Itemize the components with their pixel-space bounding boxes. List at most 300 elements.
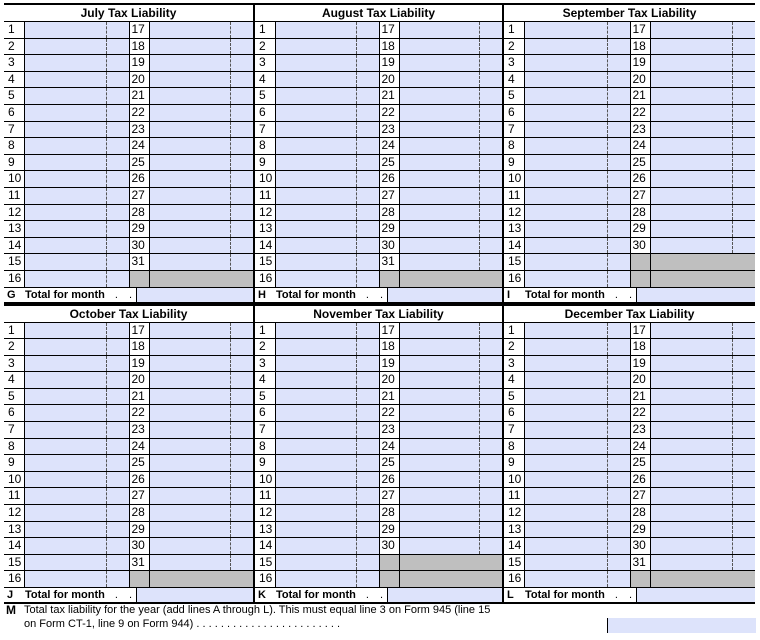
day-amount-field[interactable] — [399, 122, 503, 138]
day-number: 27 — [379, 188, 399, 204]
day-amount-field[interactable] — [275, 188, 379, 204]
day-amount-field[interactable] — [524, 254, 630, 270]
day-number: 24 — [379, 138, 399, 154]
day-amount-field[interactable] — [524, 488, 630, 504]
day-amount-field[interactable] — [24, 389, 129, 405]
day-amount-field[interactable] — [524, 389, 630, 405]
day-number: 18 — [379, 39, 399, 55]
line-m-amount-field[interactable] — [607, 618, 756, 633]
day-amount-field[interactable] — [149, 188, 254, 204]
day-row — [255, 422, 502, 439]
day-number: 9 — [8, 154, 15, 169]
day-row — [504, 488, 755, 505]
day-amount-field[interactable] — [149, 39, 254, 55]
day-number: 12 — [8, 505, 22, 520]
day-amount-field[interactable] — [24, 472, 129, 488]
day-amount-field[interactable] — [24, 488, 129, 504]
day-row — [255, 39, 502, 56]
day-row — [504, 205, 755, 222]
day-number: 23 — [129, 422, 149, 438]
day-amount-field[interactable] — [650, 39, 756, 55]
day-amount-field[interactable] — [399, 389, 503, 405]
day-row — [504, 22, 755, 39]
day-number: 2 — [8, 339, 15, 354]
day-number: 22 — [379, 405, 399, 421]
day-number: 27 — [630, 188, 650, 204]
day-amount-field[interactable] — [650, 88, 756, 104]
month-total-field[interactable] — [136, 288, 253, 302]
day-number: 23 — [630, 422, 650, 438]
day-row — [255, 389, 502, 406]
day-amount-field[interactable] — [24, 188, 129, 204]
day-amount-field[interactable] — [399, 188, 503, 204]
day-number: 30 — [379, 538, 399, 554]
day-amount-field[interactable] — [524, 171, 630, 187]
day-number: 15 — [259, 554, 273, 569]
day-amount-field[interactable] — [524, 221, 630, 237]
day-amount-field[interactable] — [399, 455, 503, 471]
day-amount-field[interactable] — [399, 422, 503, 438]
day-number: 5 — [508, 88, 515, 103]
day-amount-field[interactable] — [24, 455, 129, 471]
day-amount-field[interactable] — [275, 55, 379, 71]
day-amount-field[interactable] — [275, 122, 379, 138]
day-amount-field[interactable] — [149, 205, 254, 221]
day-amount-field[interactable] — [149, 356, 254, 372]
day-amount-field[interactable] — [24, 555, 129, 571]
day-amount-field[interactable] — [275, 39, 379, 55]
day-amount-field[interactable] — [149, 488, 254, 504]
day-row — [255, 339, 502, 356]
day-amount-field[interactable] — [524, 271, 630, 287]
day-number: 3 — [8, 55, 15, 70]
day-amount-field[interactable] — [399, 39, 503, 55]
day-amount-field[interactable] — [524, 205, 630, 221]
day-number: 2 — [508, 38, 515, 53]
day-row — [255, 455, 502, 472]
day-amount-field[interactable] — [275, 538, 379, 554]
day-row — [4, 339, 253, 356]
day-amount-field[interactable] — [149, 238, 254, 254]
day-number: 4 — [8, 372, 15, 387]
day-number: 9 — [259, 455, 266, 470]
day-number: 1 — [508, 22, 515, 36]
day-amount-field[interactable] — [24, 171, 129, 187]
day-amount-field[interactable] — [399, 105, 503, 121]
day-row — [504, 188, 755, 205]
day-row — [255, 271, 502, 288]
day-amount-field[interactable] — [24, 155, 129, 171]
day-amount-field[interactable] — [650, 422, 756, 438]
day-amount-field[interactable] — [24, 522, 129, 538]
month-total-field[interactable] — [387, 288, 502, 302]
day-number: 20 — [379, 72, 399, 88]
day-amount-field[interactable] — [524, 155, 630, 171]
day-amount-field[interactable] — [399, 155, 503, 171]
day-amount-field[interactable] — [399, 339, 503, 355]
day-amount-field[interactable] — [650, 389, 756, 405]
day-amount-field[interactable] — [24, 55, 129, 71]
day-amount-field[interactable] — [524, 405, 630, 421]
total-letter: G — [7, 288, 16, 301]
day-amount-field[interactable] — [24, 138, 129, 154]
day-amount-field[interactable] — [149, 538, 254, 554]
day-row — [255, 55, 502, 72]
total-letter: J — [7, 589, 14, 601]
day-amount-field[interactable] — [149, 472, 254, 488]
day-number: 15 — [8, 254, 22, 269]
day-amount-field[interactable] — [24, 271, 129, 287]
day-amount-field[interactable] — [399, 522, 503, 538]
day-amount-field[interactable] — [149, 55, 254, 71]
day-number: 27 — [129, 488, 149, 504]
day-amount-field[interactable] — [399, 22, 503, 38]
day-amount-field[interactable] — [399, 538, 503, 554]
day-amount-field[interactable] — [275, 171, 379, 187]
month-total-field[interactable] — [636, 588, 755, 602]
day-number: 29 — [630, 221, 650, 237]
day-number: 16 — [508, 571, 522, 586]
day-amount-field[interactable] — [399, 472, 503, 488]
day-amount-field[interactable] — [149, 323, 254, 339]
day-number: 4 — [259, 372, 266, 387]
day-amount-field[interactable] — [24, 205, 129, 221]
day-number: 18 — [129, 39, 149, 55]
day-amount-field[interactable] — [275, 323, 379, 339]
day-amount-field[interactable] — [24, 238, 129, 254]
day-amount-field[interactable] — [399, 138, 503, 154]
day-amount-field[interactable] — [650, 323, 756, 339]
day-amount-field[interactable] — [524, 505, 630, 521]
day-amount-field[interactable] — [275, 522, 379, 538]
day-number: 24 — [379, 439, 399, 455]
day-amount-field[interactable] — [275, 238, 379, 254]
month-total-field[interactable] — [636, 288, 755, 302]
day-amount-field[interactable] — [650, 405, 756, 421]
day-amount-field[interactable] — [399, 254, 503, 270]
day-number: 7 — [259, 121, 266, 136]
day-amount-field[interactable] — [399, 55, 503, 71]
day-number: 2 — [508, 339, 515, 354]
day-amount-field[interactable] — [149, 505, 254, 521]
day-row — [255, 439, 502, 456]
day-amount-field[interactable] — [275, 405, 379, 421]
day-amount-field[interactable] — [650, 356, 756, 372]
month-total-field[interactable] — [136, 588, 253, 602]
day-amount-field[interactable] — [275, 422, 379, 438]
day-amount-field[interactable] — [524, 39, 630, 55]
day-amount-field[interactable] — [524, 439, 630, 455]
day-row — [504, 55, 755, 72]
day-amount-field[interactable] — [275, 221, 379, 237]
day-amount-field[interactable] — [524, 138, 630, 154]
day-amount-field[interactable] — [24, 422, 129, 438]
day-amount-field[interactable] — [524, 323, 630, 339]
day-amount-field[interactable] — [524, 105, 630, 121]
day-amount-field[interactable] — [275, 22, 379, 38]
day-amount-field[interactable] — [149, 339, 254, 355]
day-amount-field[interactable] — [149, 522, 254, 538]
day-amount-field[interactable] — [524, 538, 630, 554]
day-amount-field[interactable] — [24, 39, 129, 55]
day-amount-field[interactable] — [149, 221, 254, 237]
day-amount-field[interactable] — [24, 571, 129, 587]
day-amount-field[interactable] — [650, 522, 756, 538]
day-amount-field[interactable] — [24, 339, 129, 355]
day-number: 16 — [8, 270, 22, 285]
day-number: 5 — [8, 388, 15, 403]
leader-dots: . . — [614, 288, 637, 301]
day-row — [4, 571, 253, 588]
day-number: 27 — [379, 488, 399, 504]
day-row — [4, 254, 253, 271]
day-amount-field[interactable] — [275, 205, 379, 221]
day-amount-field[interactable] — [524, 522, 630, 538]
day-number — [379, 271, 399, 287]
day-amount-field[interactable] — [524, 122, 630, 138]
day-amount-field[interactable] — [650, 555, 756, 571]
day-amount-field[interactable] — [275, 271, 379, 287]
day-amount-field[interactable] — [650, 488, 756, 504]
day-amount-field[interactable] — [650, 72, 756, 88]
day-number: 17 — [630, 22, 650, 38]
day-amount-field[interactable] — [524, 455, 630, 471]
day-amount-field[interactable] — [24, 323, 129, 339]
day-amount-field[interactable] — [149, 254, 254, 270]
day-row — [4, 155, 253, 172]
day-amount-field[interactable] — [149, 88, 254, 104]
day-amount-field[interactable] — [650, 221, 756, 237]
day-amount-field[interactable] — [399, 439, 503, 455]
month-panel — [4, 3, 255, 304]
day-amount-field[interactable] — [149, 171, 254, 187]
day-amount-field[interactable] — [650, 439, 756, 455]
day-amount-field[interactable] — [399, 323, 503, 339]
day-amount-field[interactable] — [149, 389, 254, 405]
day-amount-field[interactable] — [275, 372, 379, 388]
day-amount-field[interactable] — [524, 22, 630, 38]
day-number: 28 — [129, 205, 149, 221]
day-amount-field[interactable] — [149, 22, 254, 38]
day-amount-field[interactable] — [24, 105, 129, 121]
day-amount-field[interactable] — [650, 138, 756, 154]
day-amount-field[interactable] — [275, 254, 379, 270]
day-amount-field[interactable] — [524, 188, 630, 204]
day-amount-field[interactable] — [275, 555, 379, 571]
day-amount-field[interactable] — [399, 221, 503, 237]
day-amount-field[interactable] — [275, 356, 379, 372]
day-amount-field[interactable] — [650, 122, 756, 138]
day-amount-field[interactable] — [524, 55, 630, 71]
month-title: December Tax Liability — [504, 306, 755, 323]
day-amount-field[interactable] — [275, 72, 379, 88]
day-amount-field[interactable] — [524, 356, 630, 372]
day-amount-field[interactable] — [149, 105, 254, 121]
day-number: 8 — [8, 438, 15, 453]
day-number: 27 — [129, 188, 149, 204]
day-amount-field[interactable] — [149, 439, 254, 455]
day-amount-field[interactable] — [399, 72, 503, 88]
day-number: 1 — [259, 322, 266, 337]
day-amount-field[interactable] — [399, 356, 503, 372]
day-amount-field[interactable] — [149, 405, 254, 421]
day-amount-field[interactable] — [399, 205, 503, 221]
day-number — [630, 571, 650, 587]
day-amount-field[interactable] — [275, 472, 379, 488]
day-number: 14 — [508, 538, 522, 553]
day-amount-field[interactable] — [524, 571, 630, 587]
day-amount-field[interactable] — [149, 455, 254, 471]
day-amount-field[interactable] — [650, 339, 756, 355]
day-amount-field[interactable] — [275, 339, 379, 355]
day-amount-field[interactable] — [149, 72, 254, 88]
day-amount-field[interactable] — [24, 221, 129, 237]
day-amount-field[interactable] — [399, 405, 503, 421]
day-amount-field[interactable] — [650, 505, 756, 521]
day-amount-field[interactable] — [24, 405, 129, 421]
day-number: 10 — [259, 171, 273, 186]
day-row — [255, 88, 502, 105]
day-row — [255, 205, 502, 222]
day-number: 26 — [630, 171, 650, 187]
day-number — [630, 271, 650, 287]
day-number: 13 — [259, 521, 273, 536]
unused-day-cell — [149, 571, 254, 587]
day-amount-field[interactable] — [650, 455, 756, 471]
day-amount-field[interactable] — [524, 72, 630, 88]
day-number: 19 — [630, 55, 650, 71]
month-total-field[interactable] — [387, 588, 502, 602]
day-number: 30 — [129, 238, 149, 254]
day-number: 6 — [508, 405, 515, 420]
day-number: 25 — [630, 455, 650, 471]
month-total-row — [255, 288, 502, 304]
day-amount-field[interactable] — [524, 339, 630, 355]
day-amount-field[interactable] — [24, 439, 129, 455]
day-number: 16 — [508, 270, 522, 285]
day-amount-field[interactable] — [24, 72, 129, 88]
day-amount-field[interactable] — [149, 372, 254, 388]
day-amount-field[interactable] — [24, 122, 129, 138]
day-row — [504, 254, 755, 271]
day-number: 6 — [259, 405, 266, 420]
day-amount-field[interactable] — [399, 88, 503, 104]
day-row — [255, 555, 502, 572]
day-number: 17 — [379, 22, 399, 38]
day-amount-field[interactable] — [275, 439, 379, 455]
day-amount-field[interactable] — [650, 538, 756, 554]
day-number: 10 — [508, 171, 522, 186]
day-amount-field[interactable] — [650, 155, 756, 171]
day-amount-field[interactable] — [524, 88, 630, 104]
day-row — [504, 505, 755, 522]
day-amount-field[interactable] — [149, 155, 254, 171]
day-amount-field[interactable] — [275, 389, 379, 405]
month-total-row — [4, 588, 253, 604]
day-number: 26 — [129, 472, 149, 488]
day-amount-field[interactable] — [275, 138, 379, 154]
day-amount-field[interactable] — [650, 372, 756, 388]
day-amount-field[interactable] — [650, 472, 756, 488]
day-amount-field[interactable] — [275, 105, 379, 121]
day-amount-field[interactable] — [24, 372, 129, 388]
day-number: 14 — [8, 538, 22, 553]
day-amount-field[interactable] — [24, 538, 129, 554]
day-number: 22 — [129, 105, 149, 121]
day-amount-field[interactable] — [524, 422, 630, 438]
day-amount-field[interactable] — [399, 505, 503, 521]
day-row — [255, 171, 502, 188]
day-amount-field[interactable] — [399, 171, 503, 187]
day-amount-field[interactable] — [524, 472, 630, 488]
day-number: 31 — [129, 254, 149, 270]
day-amount-field[interactable] — [24, 22, 129, 38]
day-row — [4, 389, 253, 406]
day-number: 5 — [8, 88, 15, 103]
day-number: 1 — [8, 322, 15, 337]
day-amount-field[interactable] — [524, 555, 630, 571]
month-title: August Tax Liability — [255, 5, 502, 22]
day-amount-field[interactable] — [650, 55, 756, 71]
day-row — [4, 555, 253, 572]
day-amount-field[interactable] — [149, 555, 254, 571]
day-number: 9 — [508, 154, 515, 169]
day-row — [255, 254, 502, 271]
day-amount-field[interactable] — [399, 372, 503, 388]
day-number: 11 — [508, 187, 521, 202]
day-amount-field[interactable] — [24, 254, 129, 270]
month-title: September Tax Liability — [504, 5, 755, 22]
day-amount-field[interactable] — [524, 372, 630, 388]
day-amount-field[interactable] — [275, 455, 379, 471]
day-amount-field[interactable] — [24, 505, 129, 521]
day-amount-field[interactable] — [275, 505, 379, 521]
day-amount-field[interactable] — [24, 356, 129, 372]
day-amount-field[interactable] — [275, 571, 379, 587]
day-amount-field[interactable] — [149, 122, 254, 138]
total-letter: I — [507, 288, 511, 301]
day-amount-field[interactable] — [275, 88, 379, 104]
day-amount-field[interactable] — [24, 88, 129, 104]
day-amount-field[interactable] — [650, 105, 756, 121]
day-amount-field[interactable] — [149, 422, 254, 438]
month-panel — [255, 3, 504, 304]
day-amount-field[interactable] — [275, 488, 379, 504]
day-number: 10 — [259, 471, 273, 486]
day-number: 14 — [508, 237, 522, 252]
day-amount-field[interactable] — [149, 138, 254, 154]
day-amount-field[interactable] — [399, 238, 503, 254]
day-row — [255, 472, 502, 489]
unused-day-cell — [650, 271, 756, 287]
day-amount-field[interactable] — [650, 22, 756, 38]
day-amount-field[interactable] — [399, 488, 503, 504]
day-amount-field[interactable] — [650, 188, 756, 204]
day-amount-field[interactable] — [524, 238, 630, 254]
day-number: 14 — [8, 237, 22, 252]
day-number: 22 — [129, 405, 149, 421]
day-row — [255, 122, 502, 139]
day-number: 20 — [630, 372, 650, 388]
day-row — [4, 55, 253, 72]
day-number: 30 — [129, 538, 149, 554]
day-number: 12 — [508, 204, 522, 219]
day-amount-field[interactable] — [650, 238, 756, 254]
day-amount-field[interactable] — [650, 171, 756, 187]
day-amount-field[interactable] — [275, 155, 379, 171]
day-amount-field[interactable] — [650, 205, 756, 221]
day-row — [504, 538, 755, 555]
